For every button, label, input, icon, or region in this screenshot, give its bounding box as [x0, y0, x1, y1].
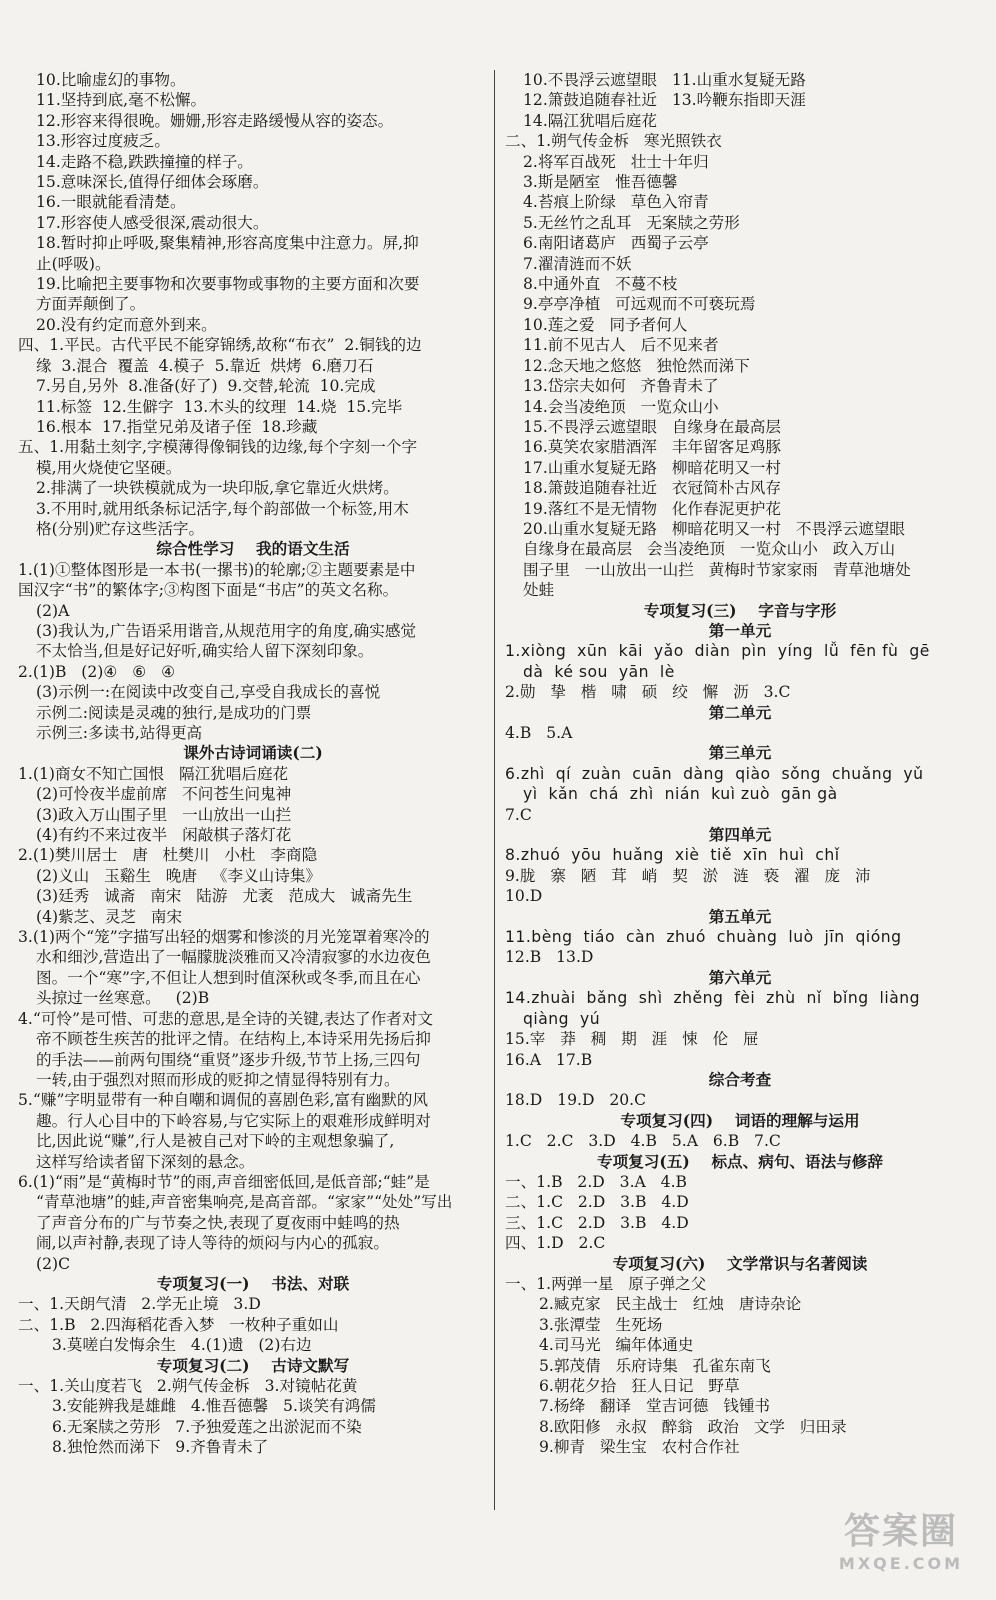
answer-line: 15.宰 莽 稠 期 涯 悚 伦 屉	[505, 1030, 759, 1049]
section-heading: 专项复习(五) 标点、病句、语法与修辞	[597, 1151, 883, 1171]
answer-line: (2)A	[36, 601, 70, 620]
answer-line: 6.朝花夕拾 狂人日记 野草	[539, 1377, 740, 1395]
answer-line: 19.落红不是无情物 化作春泥更护花	[523, 499, 781, 518]
answer-line: (2)义山 玉谿生 晚唐 《李义山诗集》	[36, 866, 322, 885]
section-heading: 第四单元	[708, 825, 772, 845]
section-heading: 第二单元	[708, 702, 772, 722]
answer-line: 了声音分布的广与节奏之快,表现了夏夜雨中蛙鸣的热	[36, 1213, 400, 1232]
answer-line: 17.山重水复疑无路 柳暗花明又一村	[523, 458, 781, 477]
answer-line: 11.前不见古人 后不见来者	[523, 336, 719, 355]
answer-line: 示例三:多读书,站得更高	[36, 724, 203, 742]
answer-line: 2.勋 挚 楷 啸 硕 绞 懈 沥 3.C	[505, 683, 791, 702]
answer-line: 6.zhì qí zuàn cuān dàng qiào sǒng chuǎng yǔ	[505, 764, 924, 783]
answer-line: 示例二:阅读是灵魂的独行,是成功的门票	[36, 703, 312, 722]
answer-line: 4.B 5.A	[505, 724, 573, 742]
answer-line: 这样写给读者留下深刻的悬念。	[36, 1152, 255, 1171]
section-heading: 综合考查	[708, 1069, 772, 1089]
section-heading: 第五单元	[708, 906, 772, 926]
answer-line: 缘 3.混合 覆盖 4.模子 5.靠近 烘烤 6.磨刀石	[36, 356, 374, 375]
answer-line: 7.C	[505, 805, 532, 824]
answer-line: 闹,以声衬静,表现了诗人等待的烦闷与内心的孤寂。	[36, 1234, 389, 1253]
answer-line: 7.濯清涟而不妖	[523, 254, 632, 273]
section-heading: 第六单元	[708, 967, 772, 987]
answer-line: 的手法——前两句围绕“重贤”逐步升级,节节上扬,三四句	[36, 1050, 421, 1069]
answer-line: 16.莫笑农家腊酒浑 丰年留客足鸡豚	[523, 438, 781, 457]
answer-line: 15.意味深长,值得仔细体会琢磨。	[36, 173, 269, 192]
answer-line: 2.排满了一块铁模就成为一块印版,拿它靠近火烘烤。	[36, 479, 399, 498]
answer-line: 2.将军百战死 壮士十年归	[523, 152, 709, 171]
answer-line: 10.莲之爱 同予者何人	[523, 315, 688, 334]
answer-line: qiàng yú	[523, 1009, 601, 1028]
answer-line: 图。一个“寒”字,不但让人想到时值深秋或冬季,而且在心	[36, 968, 421, 987]
answer-line: 10.D	[505, 887, 543, 906]
answer-line: 1.xiòng xūn kāi yǎo diàn pìn yíng lǚ fēn fù gē	[505, 642, 930, 661]
answer-line: 10.不畏浮云遮望眼 11.山重水复疑无路	[523, 71, 806, 89]
answer-line: 12.箫鼓追随春社近 13.吟鞭东指即天涯	[523, 91, 806, 110]
answer-line: 12.念天地之悠悠 独怆然而涕下	[523, 356, 750, 375]
answer-line: 五、1.用黏土刻字,字模薄得像铜钱的边缘,每个字刻一个字	[18, 438, 418, 457]
answer-line: (4)紫芝、灵芝 南宋	[36, 907, 183, 926]
section-heading: 专项复习(一) 书法、对联	[156, 1273, 350, 1293]
answer-line: 帝不顾苍生疾苦的批评之情。在结构上,本诗采用先扬后抑	[36, 1030, 431, 1049]
right-column	[505, 70, 975, 1458]
answer-line: 方面弄颠倒了。	[36, 295, 146, 314]
answer-line: 14.走路不稳,跌跌撞撞的样子。	[36, 152, 253, 171]
section-heading: 专项复习(三) 字音与字形	[643, 600, 837, 620]
answer-line: 国汉字“书”的繁体字;③构图下面是“书店”的英文名称。	[18, 581, 399, 600]
answer-line: 8.中通外直 不蔓不枝	[523, 275, 678, 294]
answer-line: 3.斯是陋室 惟吾德馨	[523, 173, 678, 192]
answer-line: dà ké sou yān lè	[523, 662, 675, 681]
answer-line: (2)C	[36, 1254, 71, 1273]
answer-line: 二、1.朔气传金柝 寒光照铁衣	[505, 132, 722, 151]
answer-line: 2.(1)樊川居士 唐 杜樊川 小杜 李商隐	[18, 846, 318, 865]
answer-line: 11.bèng tiáo càn zhuó chuàng luò jīn qióng	[505, 928, 902, 947]
answer-line: 11.标签 12.生僻字 13.木头的纹理 14.烧 15.完毕	[36, 397, 403, 416]
answer-line: 三、1.C 2.D 3.B 4.D	[505, 1213, 689, 1232]
answer-line: (3)我认为,广告语采用谐音,从规范用字的角度,确实感觉	[36, 621, 417, 640]
answer-line: 2.(1)B (2)④ ⑥ ④	[18, 662, 176, 681]
answer-line: 3.(1)两个“笼”字描写出轻的烟雾和惨淡的月光笼罩着寒冷的	[18, 928, 430, 947]
section-heading: 综合性学习 我的语文生活	[156, 539, 350, 559]
answer-line: 15.不畏浮云遮望眼 自缘身在最高层	[523, 417, 781, 436]
answer-line: 13.形容过度疲乏。	[36, 132, 170, 151]
answer-line: 14.隔江犹唱后庭花	[523, 111, 657, 130]
answer-line: 趣。行人心目中的下岭容易,与它实际上的艰难形成鲜明对	[36, 1111, 431, 1130]
section-heading: 课外古诗词诵读(二)	[183, 743, 323, 763]
answer-line: 14.zhuài bǎng shì zhěng fèi zhù nǐ bǐng liàng	[505, 989, 921, 1008]
answer-line: 9.柳青 梁生宝 农村合作社	[539, 1438, 740, 1457]
answer-line: 2.臧克家 民主战士 红烛 唐诗杂论	[539, 1295, 802, 1314]
answer-line: 6.无案牍之劳形 7.予独爱莲之出淤泥而不染	[52, 1417, 362, 1436]
answer-line: 16.A 17.B	[505, 1050, 593, 1069]
watermark-url: MXQE.COM	[838, 1554, 964, 1573]
answer-line: 8.独怆然而涕下 9.齐鲁青未了	[52, 1438, 269, 1457]
answer-line: 5.郭茂倩 乐府诗集 孔雀东南飞	[539, 1356, 771, 1375]
answer-line: 一转,由于强烈对照而形成的贬抑之情显得特别有力。	[36, 1070, 400, 1089]
answer-line: 14.会当凌绝顶 一览众山小	[523, 397, 719, 416]
answer-line: 1.C 2.C 3.D 4.B 5.A 6.B 7.C	[505, 1132, 781, 1151]
left-column	[18, 70, 488, 1458]
answer-line: 9.亭亭净植 可远观而不可亵玩焉	[523, 295, 756, 314]
answer-line: 20.山重水复疑无路 柳暗花明又一村 不畏浮云遮望眼	[523, 519, 906, 538]
answer-line: 模,用火烧使它坚硬。	[36, 458, 182, 477]
answer-line: 18.暂时抑止呼吸,聚集精神,形容高度集中注意力。屏,抑	[36, 234, 419, 253]
answer-line: 一、1.天朗气清 2.学无止境 3.D	[18, 1295, 261, 1314]
answer-line: 4.“可怜”是可惜、可悲的意思,是全诗的关键,表达了作者对文	[18, 1009, 433, 1028]
answer-line: 3.莫嗟白发悔余生 4.(1)遗 (2)右边	[52, 1336, 312, 1355]
answer-line: 4.苔痕上阶绿 草色入帘青	[523, 193, 709, 212]
answer-line: 8.zhuó yōu huǎng xiè tiě xīn huì chǐ	[505, 846, 840, 865]
answer-line: (3)示例一:在阅读中改变自己,享受自我成长的喜悦	[36, 683, 381, 702]
answer-line: 一、1.关山度若飞 2.朔气传金柝 3.对镜帖花黄	[18, 1377, 358, 1395]
answer-line: 8.欧阳修 永叔 醉翁 政治 文学 归田录	[539, 1417, 847, 1436]
answer-line: 四、1.平民。古代平民不能穿锦绣,故称“布衣” 2.铜钱的边	[18, 336, 422, 355]
answer-line: 7.另自,另外 8.准备(好了) 9.交替,轮流 10.完成	[36, 377, 376, 396]
answer-line: 6.(1)“雨”是“黄梅时节”的雨,声音细密低回,是低音部;“蛙”是	[18, 1172, 430, 1191]
answer-line: 4.司马光 编年体通史	[539, 1336, 694, 1355]
answer-line: 12.形容来得很晚。姗姗,形容走路缓慢从容的姿态。	[36, 111, 394, 130]
answer-line: (2)可怜夜半虚前席 不问苍生问鬼神	[36, 785, 292, 804]
answer-line: 自缘身在最高层 会当凌绝顶 一览众山小 政入万山	[523, 540, 896, 559]
answer-line: 格(分别)贮存这些活字。	[36, 519, 205, 538]
section-heading: 第三单元	[708, 743, 772, 763]
answer-line: 不太恰当,但是好记好听,确实给人留下深刻印象。	[36, 642, 374, 661]
answer-line: 18.D 19.D 20.C	[505, 1091, 647, 1110]
answer-line: 处蛙	[523, 581, 555, 600]
section-heading: 第一单元	[708, 620, 772, 640]
answer-line: (3)廷秀 诚斋 南宋 陆游 尤袤 范成大 诚斋先生	[36, 887, 413, 906]
answer-line: 5.无丝竹之乱耳 无案牍之劳形	[523, 213, 740, 232]
answer-line: 10.比喻虚幻的事物。	[36, 71, 186, 89]
section-heading: 专项复习(四) 词语的理解与运用	[620, 1110, 860, 1130]
answer-line: 比,因此说“赚”,行人是被自己对下岭的主观想象骗了,	[36, 1132, 395, 1151]
answer-line: 19.比喻把主要事物和次要事物或事物的主要方面和次要	[36, 275, 420, 294]
answer-line: 3.安能辨我是雄雌 4.惟吾德馨 5.谈笑有鸿儒	[52, 1397, 376, 1416]
answer-line: 1.(1)商女不知亡国恨 隔江犹唱后庭花	[18, 764, 289, 783]
answer-line: 二、1.C 2.D 3.B 4.D	[505, 1193, 689, 1212]
answer-line: 二、1.B 2.四海稻花香入梦 一枚种子重如山	[18, 1315, 339, 1334]
answer-line: 止(呼吸)。	[36, 254, 111, 273]
answer-line: 四、1.D 2.C	[505, 1234, 606, 1253]
answer-line: 3.不用时,就用纸条标记活字,每个韵部做一个标签,用木	[36, 499, 409, 518]
section-heading: 专项复习(二) 古诗文默写	[156, 1355, 350, 1375]
answer-line: (4)有约不来过夜半 闲敲棋子落灯花	[36, 826, 292, 845]
column-divider	[494, 70, 495, 1510]
section-heading: 专项复习(六) 文学常识与名著阅读	[612, 1253, 868, 1273]
answer-line: 16.一眼就能看清楚。	[36, 193, 186, 212]
answer-line: 1.(1)①整体图形是一本书(一摞书)的轮廓;②主题要素是中	[18, 560, 416, 579]
answer-line: 20.没有约定而意外到来。	[36, 315, 217, 334]
answer-line: 13.岱宗夫如何 齐鲁青未了	[523, 377, 719, 396]
answer-line: 5.“赚”字明显带有一种自嘲和调侃的喜剧色彩,富有幽默的风	[18, 1091, 429, 1110]
answer-line: “青草池塘”的蛙,声音密集响亮,是高音部。“家家”“处处”写出	[36, 1193, 453, 1212]
answer-line: 12.B 13.D	[505, 948, 594, 967]
answer-line: 7.杨绛 翻译 堂吉诃德 钱锺书	[539, 1397, 771, 1416]
answer-line: 头掠过一丝寒意。 (2)B	[36, 989, 210, 1008]
watermark-text: 答案圈	[843, 1511, 958, 1552]
answer-line: 11.坚持到底,毫不松懈。	[36, 91, 207, 110]
answer-line: 17.形容使人感受很深,震动很大。	[36, 213, 269, 232]
answer-line: 3.张潭莹 生死场	[539, 1315, 663, 1334]
answer-line: 水和细沙,营造出了一幅朦胧淡雅而又冷清寂寥的水边夜色	[36, 948, 431, 967]
answer-line: 6.南阳诸葛庐 西蜀子云亭	[523, 234, 709, 253]
answer-line: 18.箫鼓追随春社近 衣冠简朴古风存	[523, 479, 781, 498]
answer-line: yì kǎn chá zhì nián kuì zuò gān gà	[523, 785, 838, 804]
watermark-logo	[836, 1510, 966, 1580]
answer-line: 一、1.两弹一星 原子弹之父	[505, 1274, 707, 1293]
answer-line: 围子里 一山放出一山拦 黄梅时节家家雨 青草池塘处	[523, 560, 911, 579]
answer-line: 9.胧 寨 陋 茸 峭 契 淤 涟 亵 濯 庞 沛	[505, 866, 871, 885]
answer-line: 一、1.B 2.D 3.A 4.B	[505, 1172, 687, 1191]
answer-line: 16.根本 17.指堂兄弟及诸子侄 18.珍藏	[36, 417, 318, 436]
answer-line: (3)政入万山围子里 一山放出一山拦	[36, 805, 292, 824]
